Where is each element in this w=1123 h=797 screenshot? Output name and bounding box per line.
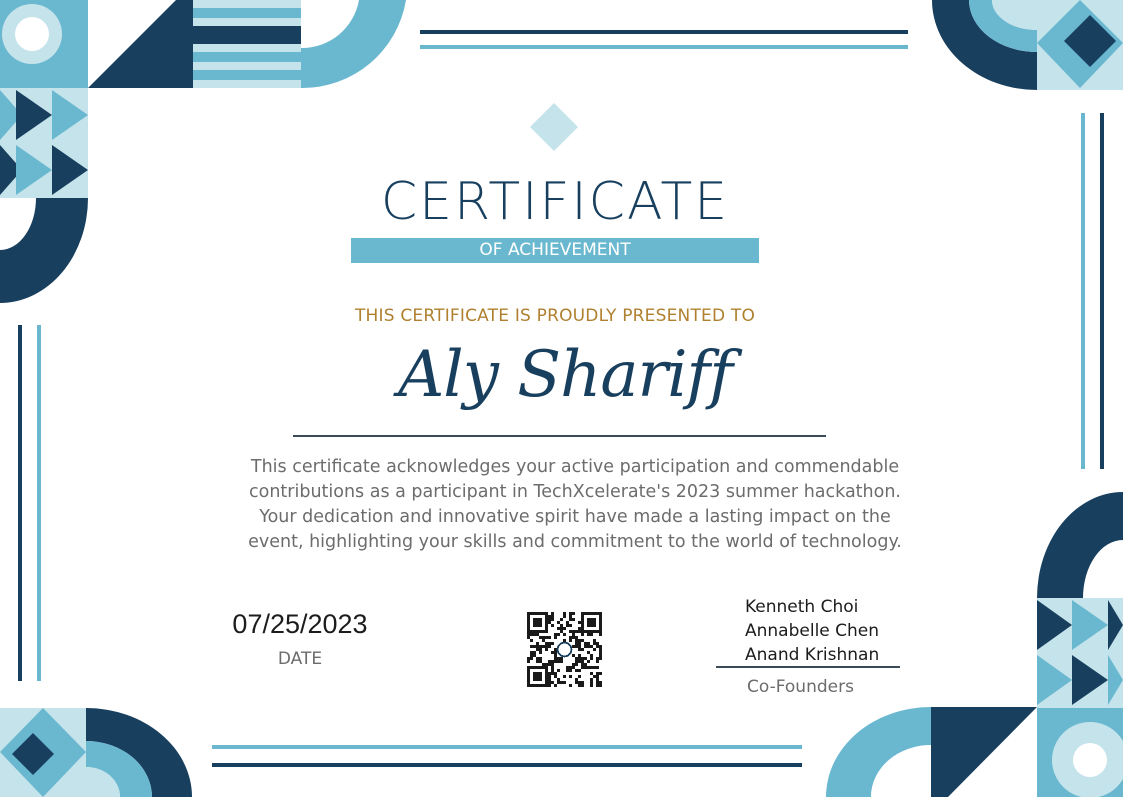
top-right-decoration (932, 0, 1123, 90)
date-label: DATE (277, 649, 323, 669)
signers-list (745, 595, 879, 667)
signer-name: Anand Krishnan (745, 645, 880, 665)
date-value: 07/25/2023 (232, 609, 368, 639)
signature-line (716, 666, 900, 668)
certificate-subtitle: OF ACHIEVEMENT (479, 240, 631, 260)
top-left-decoration (0, 0, 406, 303)
signer-name: Kenneth Choi (745, 597, 859, 617)
bottom-left-decoration (0, 708, 192, 797)
presented-to-text: THIS CERTIFICATE IS PROUDLY PRESENTED TO (354, 306, 756, 326)
certificate-title: CERTIFICATE (380, 172, 730, 232)
qr-code-icon (527, 612, 602, 687)
recipient-underline (293, 435, 826, 437)
recipient-name: Aly Shariff (398, 338, 732, 412)
signers-label: Co-Founders (747, 677, 854, 697)
diamond-ornament (530, 103, 578, 151)
certificate-body: This certificate acknowledges your active participation and commendable contributions as a participant in TechXcelerate's 2023 summer hackathon. Your dedication and innovative spirit have made a lasting impact on the event, highlighting your skills and commitment to the world of technology. (248, 457, 902, 552)
signer-name: Annabelle Chen (745, 621, 880, 641)
